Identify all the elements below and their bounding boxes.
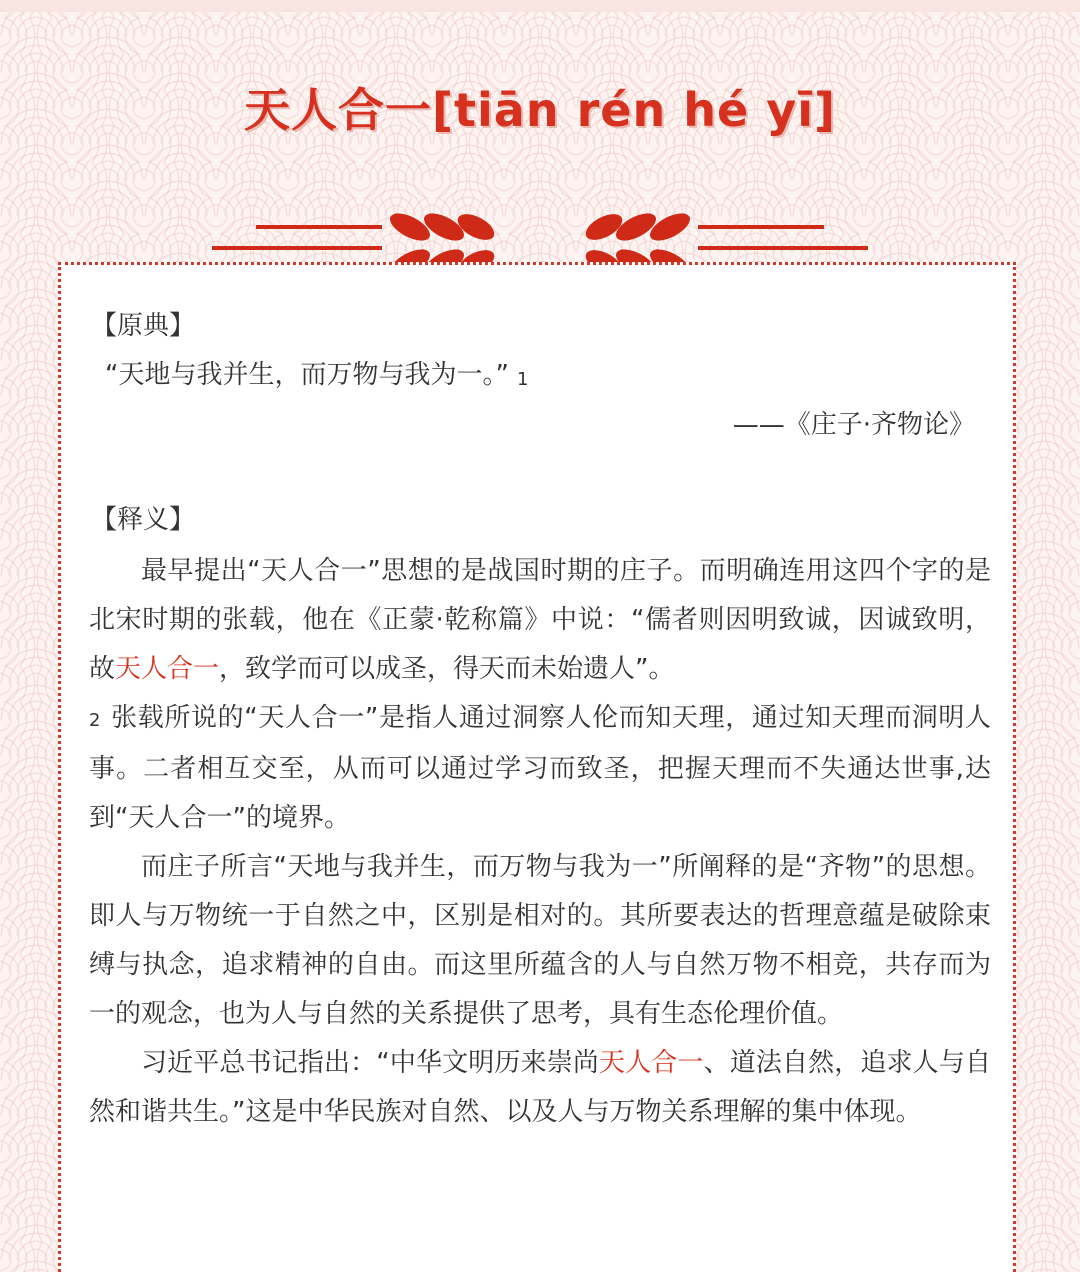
paragraph-3-text-b: 、道法自然，追求人与自然和谐共生。”这是中华民族对自然、以及人与万物关系理解的集中体现。: [89, 1048, 991, 1127]
paragraph-3: [89, 1039, 991, 1137]
quote-text: “天地与我并生，而万物与我为一。”: [105, 360, 509, 390]
footnote-marker-1: 1: [516, 369, 529, 390]
highlight-term: 天人合一: [599, 1048, 704, 1078]
ornament-line-right-2: [698, 246, 868, 250]
explanation-body: [89, 547, 991, 1137]
paragraph-1-text-b: ，致学而可以成圣，得天而未始遗人”。: [219, 654, 675, 684]
ornament-line-left-2: [212, 246, 382, 250]
ornament-line-right-1: [698, 225, 824, 229]
paragraph-1-text-c: 张载所说的“天人合一”是指人通过洞察人伦而知天理，通过知天理而洞明人事。二者相互交至，从而可以通过学习而致圣，把握天理而不失通达世事,达到“天人合一”的境界。: [89, 703, 991, 833]
footnote-marker-2: 2: [89, 710, 101, 731]
quote-source: ——《庄子·齐物论》: [732, 410, 975, 440]
ornament-line-left-1: [256, 225, 382, 229]
section-heading-shiyi: 【释义】: [91, 505, 196, 535]
paragraph-1-text-a: 最早提出“天人合一”思想的是战国时期的庄子。而明确连用这四个字的是北宋时期的张载，他在《正蒙·乾称篇》中说：“儒者则因明致诚，因诚致明，故: [89, 556, 991, 684]
highlight-term: 天人合一: [115, 654, 220, 684]
top-decoration-strip: [0, 0, 1080, 12]
classic-quote: [105, 357, 528, 396]
paragraph-3-text-a: 习近平总书记指出：“中华文明历来崇尚: [141, 1048, 599, 1078]
page-title: 天人合一[tiān rén hé yī]: [244, 83, 836, 137]
paragraph-2: 而庄子所言“天地与我并生，而万物与我为一”所阐释的是“齐物”的思想。即人与万物统一于自然之中，区别是相对的。其所要表达的哲理意蕴是破除束缚与执念，追求精神的自由。而这里所蕴含的人与自然万物不相竞，共存而为一的观念，也为人与自然的关系提供了思考，具有生态伦理价值。: [89, 852, 991, 1029]
content-card: [58, 262, 1016, 1272]
paragraph-1: [89, 547, 991, 843]
section-heading-yuandian: 【原典】: [91, 311, 196, 341]
